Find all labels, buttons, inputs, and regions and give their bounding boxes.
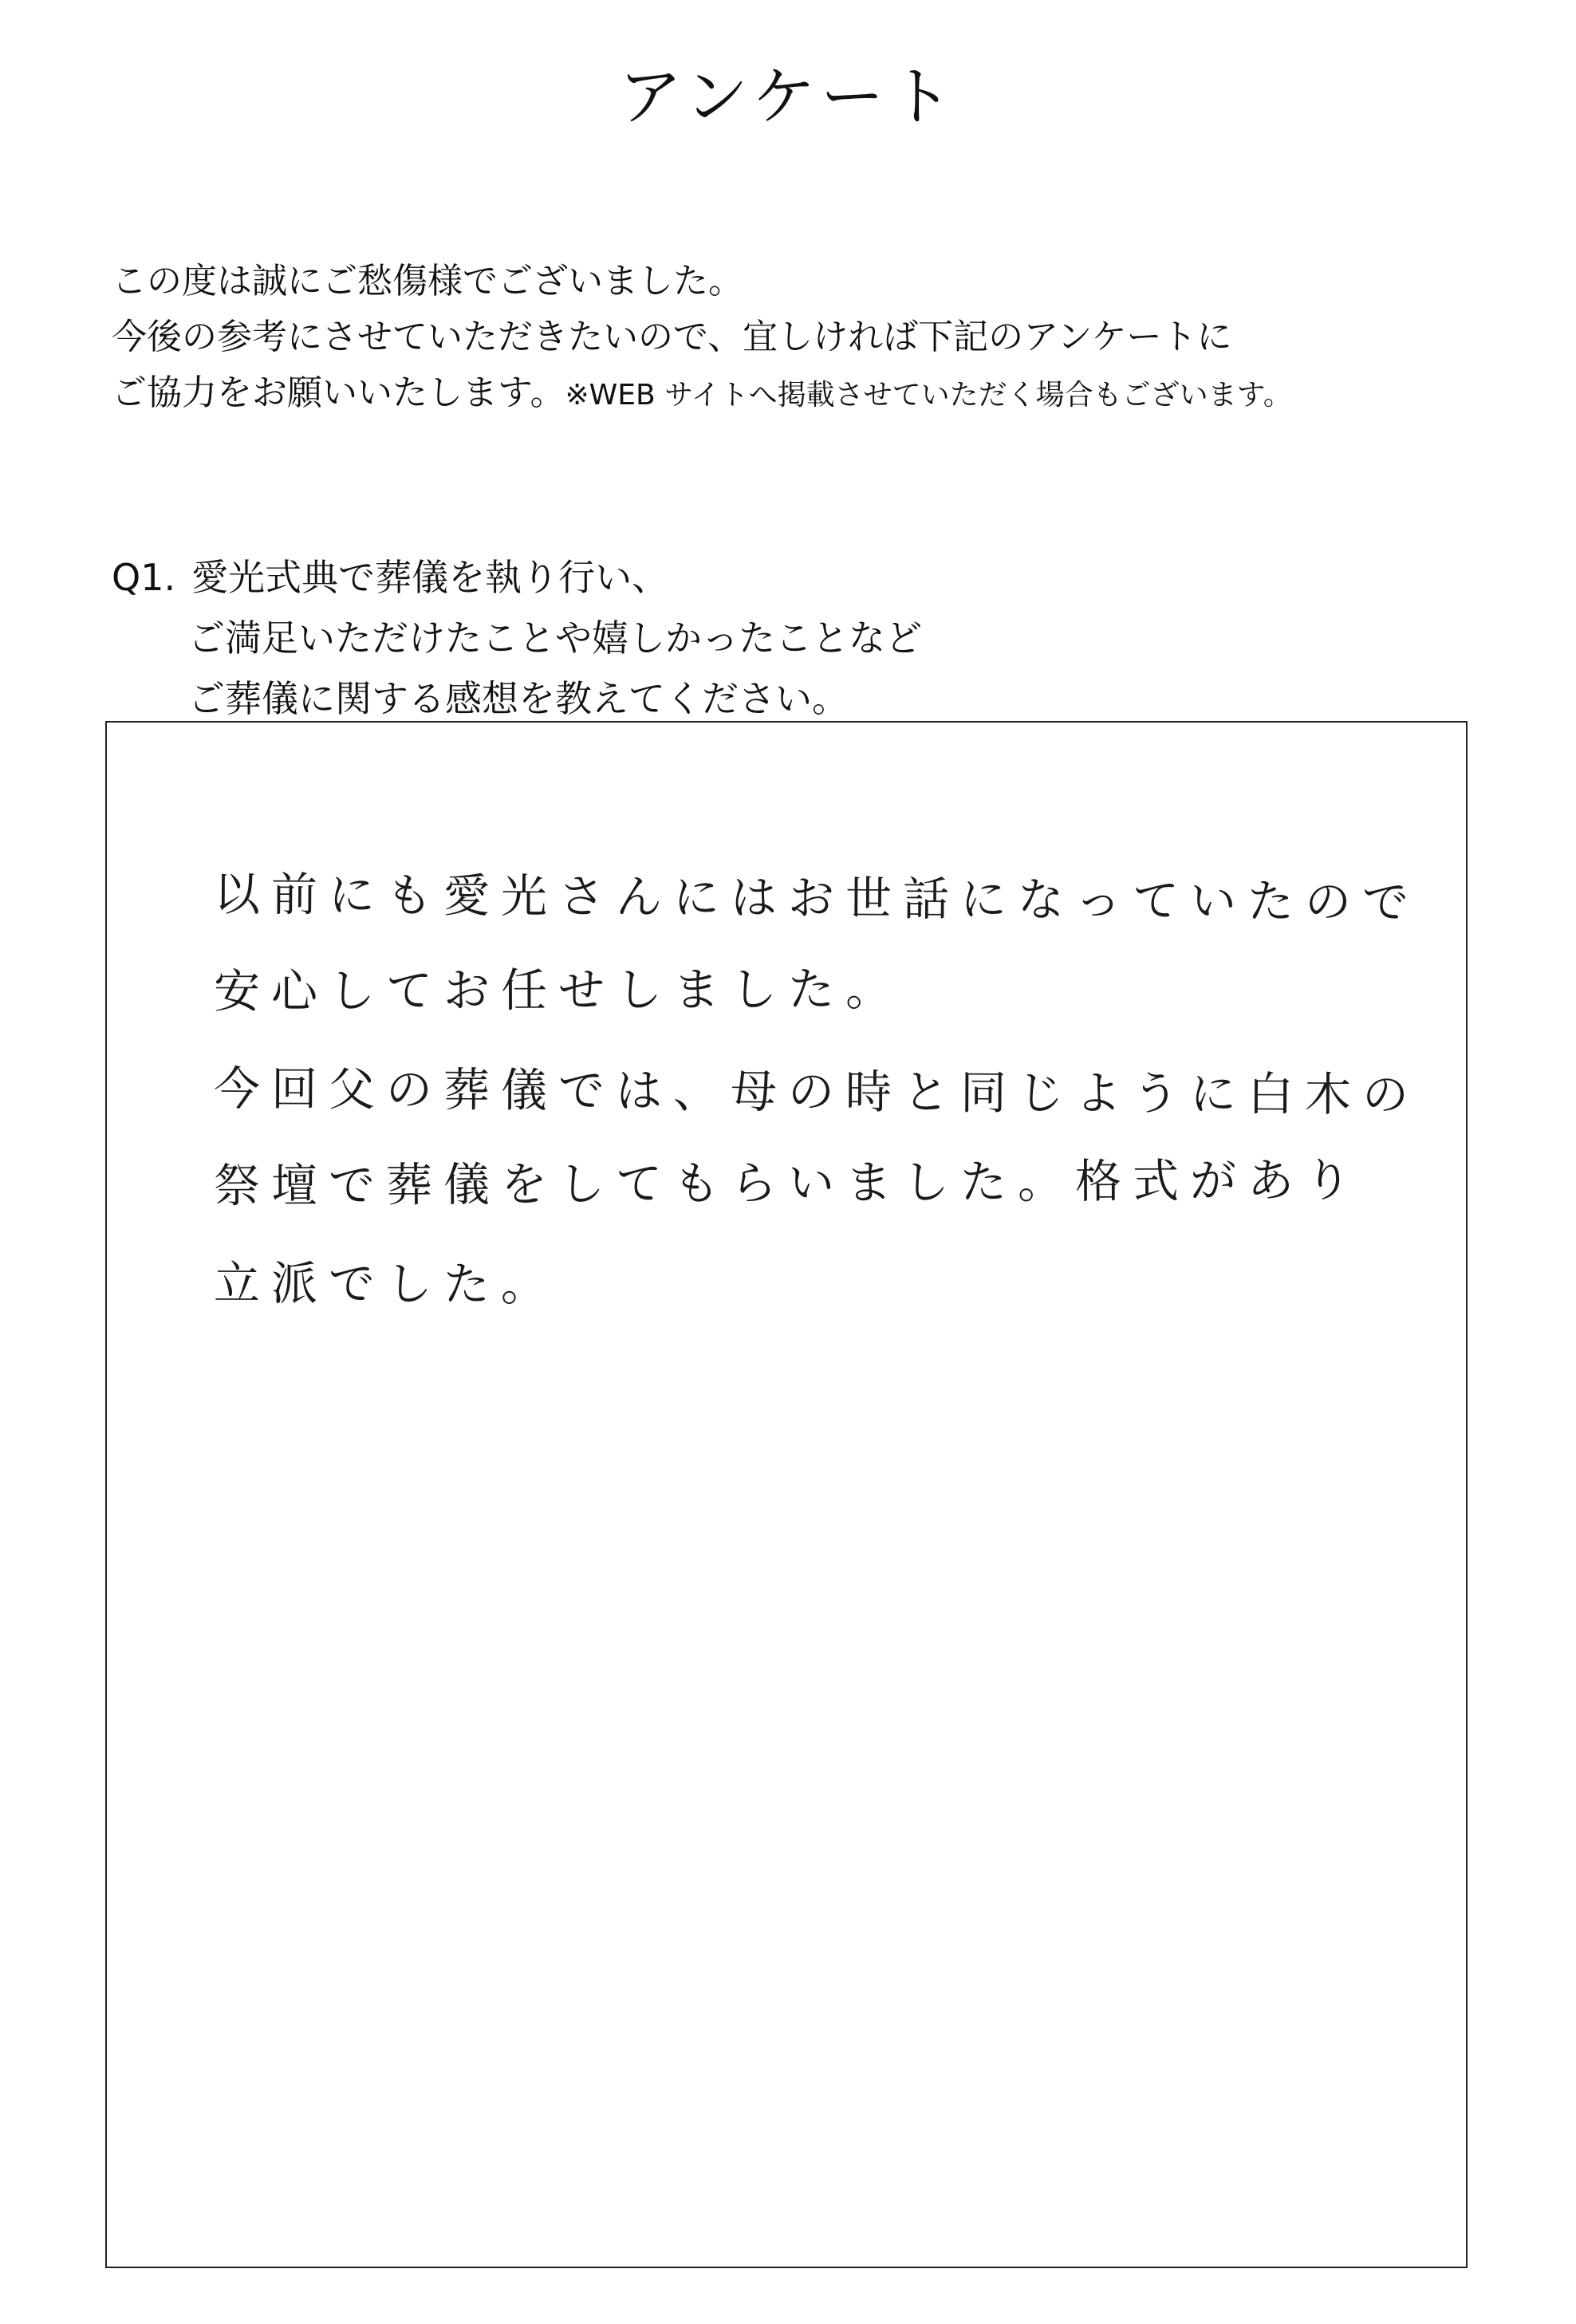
answer-line-1: 以前にも愛光さんにはお世話になっていたので xyxy=(213,867,1420,930)
intro-line-2: 今後の参考にさせていただきたいので、宜しければ下記のアンケートに xyxy=(112,317,1232,357)
intro-line-1: この度は誠にご愁傷様でございました。 xyxy=(112,261,743,301)
question-q1 xyxy=(112,547,1468,729)
question-line-2: ご満足いただけたことや嬉しかったことなど xyxy=(188,616,922,660)
answer-line-2: 安心してお任せしました。 xyxy=(213,961,904,1018)
intro-line-3 xyxy=(112,365,1468,423)
question-line-1 xyxy=(112,547,1468,608)
answer-line-4: 祭壇で葬儀をしてもらいました。格式があり xyxy=(213,1152,1363,1213)
handwritten-answer xyxy=(214,845,1426,1332)
page-title: アンケート xyxy=(618,60,958,134)
intro-line-3-main: ご協力をお願いいたします。 xyxy=(112,372,565,413)
intro-note: ※WEB サイトへ掲載させていただく場合もございます。 xyxy=(565,379,1292,412)
intro-text xyxy=(112,254,1468,423)
answer-line-3: 今回父の葬儀では、母の時と同じように白木の xyxy=(213,1062,1420,1122)
question-text-1: 愛光式典で葬儀を執り行い、 xyxy=(191,556,669,599)
answer-line-5: 立派でした。 xyxy=(213,1256,559,1312)
question-line-3: ご葬儀に関する感想を教えてください。 xyxy=(188,677,849,720)
question-number: Q1. xyxy=(112,556,176,599)
